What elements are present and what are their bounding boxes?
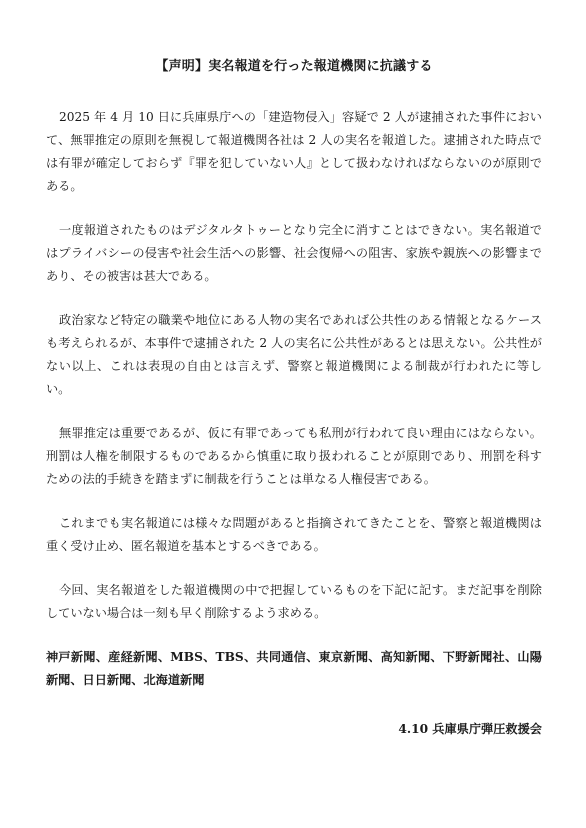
paragraph-digital-tattoo: 一度報道されたものはデジタルタトゥーとなり完全に消すことはできない。実名報道ではプライバシーの侵害や社会生活への影響、社会復帰への阻害、家族や親族への影響まであり、その被害は甚大である。 xyxy=(46,223,542,283)
media-outlet-list: 神戸新聞、産経新聞、MBS、TBS、共同通信、東京新聞、高知新聞、下野新聞社、山陽新聞、日日新聞、北海道新聞 xyxy=(46,650,542,687)
paragraph-demand-deletion: 今回、実名報道をした報道機関の中で把握しているものを下記に記す。まだ記事を削除していない場合は一刻も早く削除するよう求める。 xyxy=(46,583,542,620)
paragraph-presumption-innocence: 無罪推定は重要であるが、仮に有罪であっても私刑が行われて良い理由にはならない。刑罰は人権を制限するものであるから慎重に取り扱われることが原則であり、刑罰を科すための法的手続きを踏まずに制裁を行うことは単なる人権侵害である。 xyxy=(46,426,542,486)
paragraph-anonymous-reporting: これまでも実名報道には様々な問題があると指摘されてきたことを、警察と報道機関は重く受け止め、匿名報道を基本とするべきである。 xyxy=(46,516,542,553)
paragraph-incident: 2025 年 4 月 10 日に兵庫県庁への「建造物侵入」容疑で 2 人が逮捕された事件において、無罪推定の原則を無視して報道機関各社は 2 人の実名を報道した。逮捕された時点では有罪が確定しておらず『罪を犯していない人』として扱わなければならないのが原則である。 xyxy=(46,110,542,193)
paragraph-public-interest: 政治家など特定の職業や地位にある人物の実名であれば公共性のある情報となるケースも考えられるが、本事件で逮捕された 2 人の実名に公共性があるとは思えない。公共性がない以上、これは表現の自由とは言えず、警察と報道機関による制裁が行われたに等しい。 xyxy=(46,313,542,396)
signature: 4.10 兵庫県庁弾圧救援会 xyxy=(398,722,542,736)
document-title: 【声明】実名報道を行った報道機関に抗議する xyxy=(155,59,433,74)
